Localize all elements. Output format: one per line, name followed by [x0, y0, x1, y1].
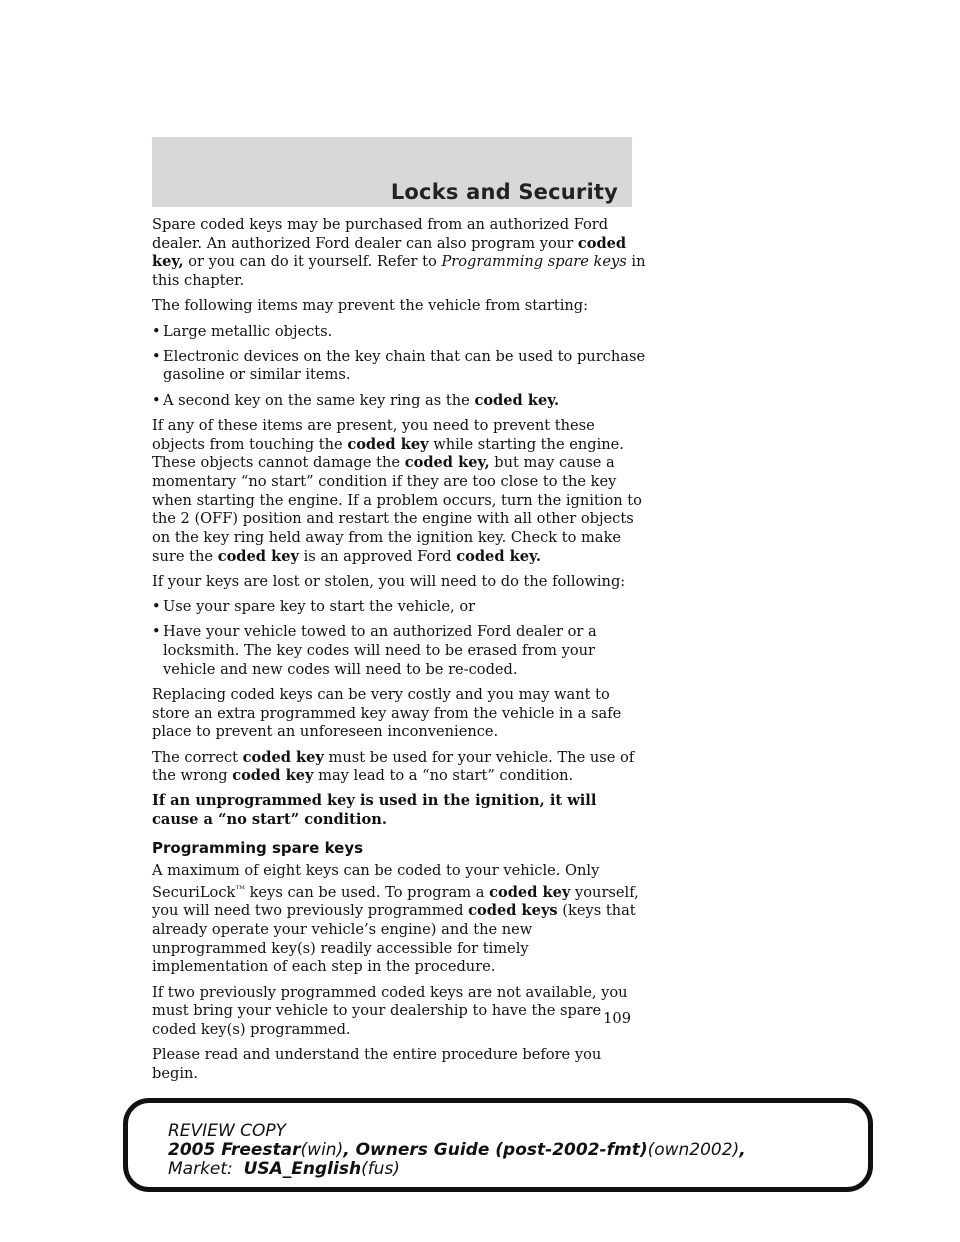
- section-heading: Programming spare keys: [152, 838, 364, 857]
- list-item: • Have your vehicle towed to an authorized Ford dealer or a locksmith. The key codes will need to be erased from your vehicle and new codes will need to be re-coded.: [152, 623, 597, 678]
- paragraph-spare-keys: Spare coded keys may be purchased from an authorized Ford dealer. An authorized Ford dealer can also program your coded key, or you can do it yourself. Refer to Programming spare keys in this chapter.: [152, 216, 646, 290]
- page-number: 109: [603, 1010, 631, 1027]
- list-item: • Electronic devices on the key chain that can be used to purchase gasoline or similar items.: [152, 347, 646, 384]
- trademark-symbol: ᵀᴹ: [235, 884, 245, 895]
- paragraph-objects: If any of these items are present, you need to prevent these objects from touching the coded key while starting the engine. These objects cannot damage the coded key, but may cause a momentary “no start” condition if they are too close to the key when starting the engine. If a problem occurs, turn the ignition to the 2 (OFF) position and restart the engine with all other objects on the key ring held away from the ignition key. Check to make sure the coded key is an approved Ford coded key.: [152, 416, 642, 565]
- paragraph-lost-keys: If your keys are lost or stolen, you will need to do the following:: [152, 572, 626, 590]
- review-copy-text: [168, 1122, 746, 1179]
- cross-reference: Programming spare keys: [441, 253, 627, 271]
- paragraph-maximum-keys: A maximum of eight keys can be coded to your vehicle. Only SecuriLock$^{ᵀᴹ}$ keys can be used. To program a coded key yourself, you will need two previously programmed coded keys (keys that already operate your vehicle’s engine) and the new unprogrammed key(s) readily accessible for timely implementation of each step in the procedure.: [152, 861, 639, 976]
- header-band: [152, 137, 632, 207]
- paragraph-read-procedure: Please read and understand the entire procedure before you begin.: [152, 1046, 602, 1082]
- bullet-icon: •: [152, 347, 161, 365]
- bullet-icon: •: [152, 598, 161, 616]
- bullet-icon: •: [152, 391, 161, 409]
- review-line-2: 2005 Freestar(win), Owners Guide (post-2002-fmt)(own2002),: [168, 1140, 746, 1160]
- page-content: [152, 216, 646, 1090]
- review-line-1: REVIEW COPY: [168, 1121, 287, 1141]
- list-item: • Large metallic objects.: [152, 322, 333, 340]
- bullet-icon: •: [152, 623, 161, 641]
- paragraph-dealership: If two previously programmed coded keys are not available, you must bring your vehicle to your dealership to have the spare coded key(s) programmed.: [152, 983, 628, 1039]
- review-line-3: Market: USA_English(fus): [168, 1159, 400, 1179]
- review-copy-box: [123, 1098, 873, 1192]
- paragraph-correct-key: The correct coded key must be used for your vehicle. The use of the wrong coded key may lead to a “no start” condition.: [152, 748, 635, 785]
- list-item: • Use your spare key to start the vehicle, or: [152, 598, 476, 616]
- warning-paragraph: If an unprogrammed key is used in the ignition, it will cause a “no start” condition.: [152, 792, 597, 829]
- bullet-icon: •: [152, 322, 161, 340]
- section-title: Locks and Security: [390, 180, 618, 204]
- paragraph-prevent-start: The following items may prevent the vehicle from starting:: [152, 297, 589, 315]
- paragraph-replacing: Replacing coded keys can be very costly and you may want to store an extra programmed key away from the vehicle in a safe place to prevent an unforeseen inconvenience.: [152, 685, 622, 741]
- list-item: • A second key on the same key ring as the coded key.: [152, 391, 560, 409]
